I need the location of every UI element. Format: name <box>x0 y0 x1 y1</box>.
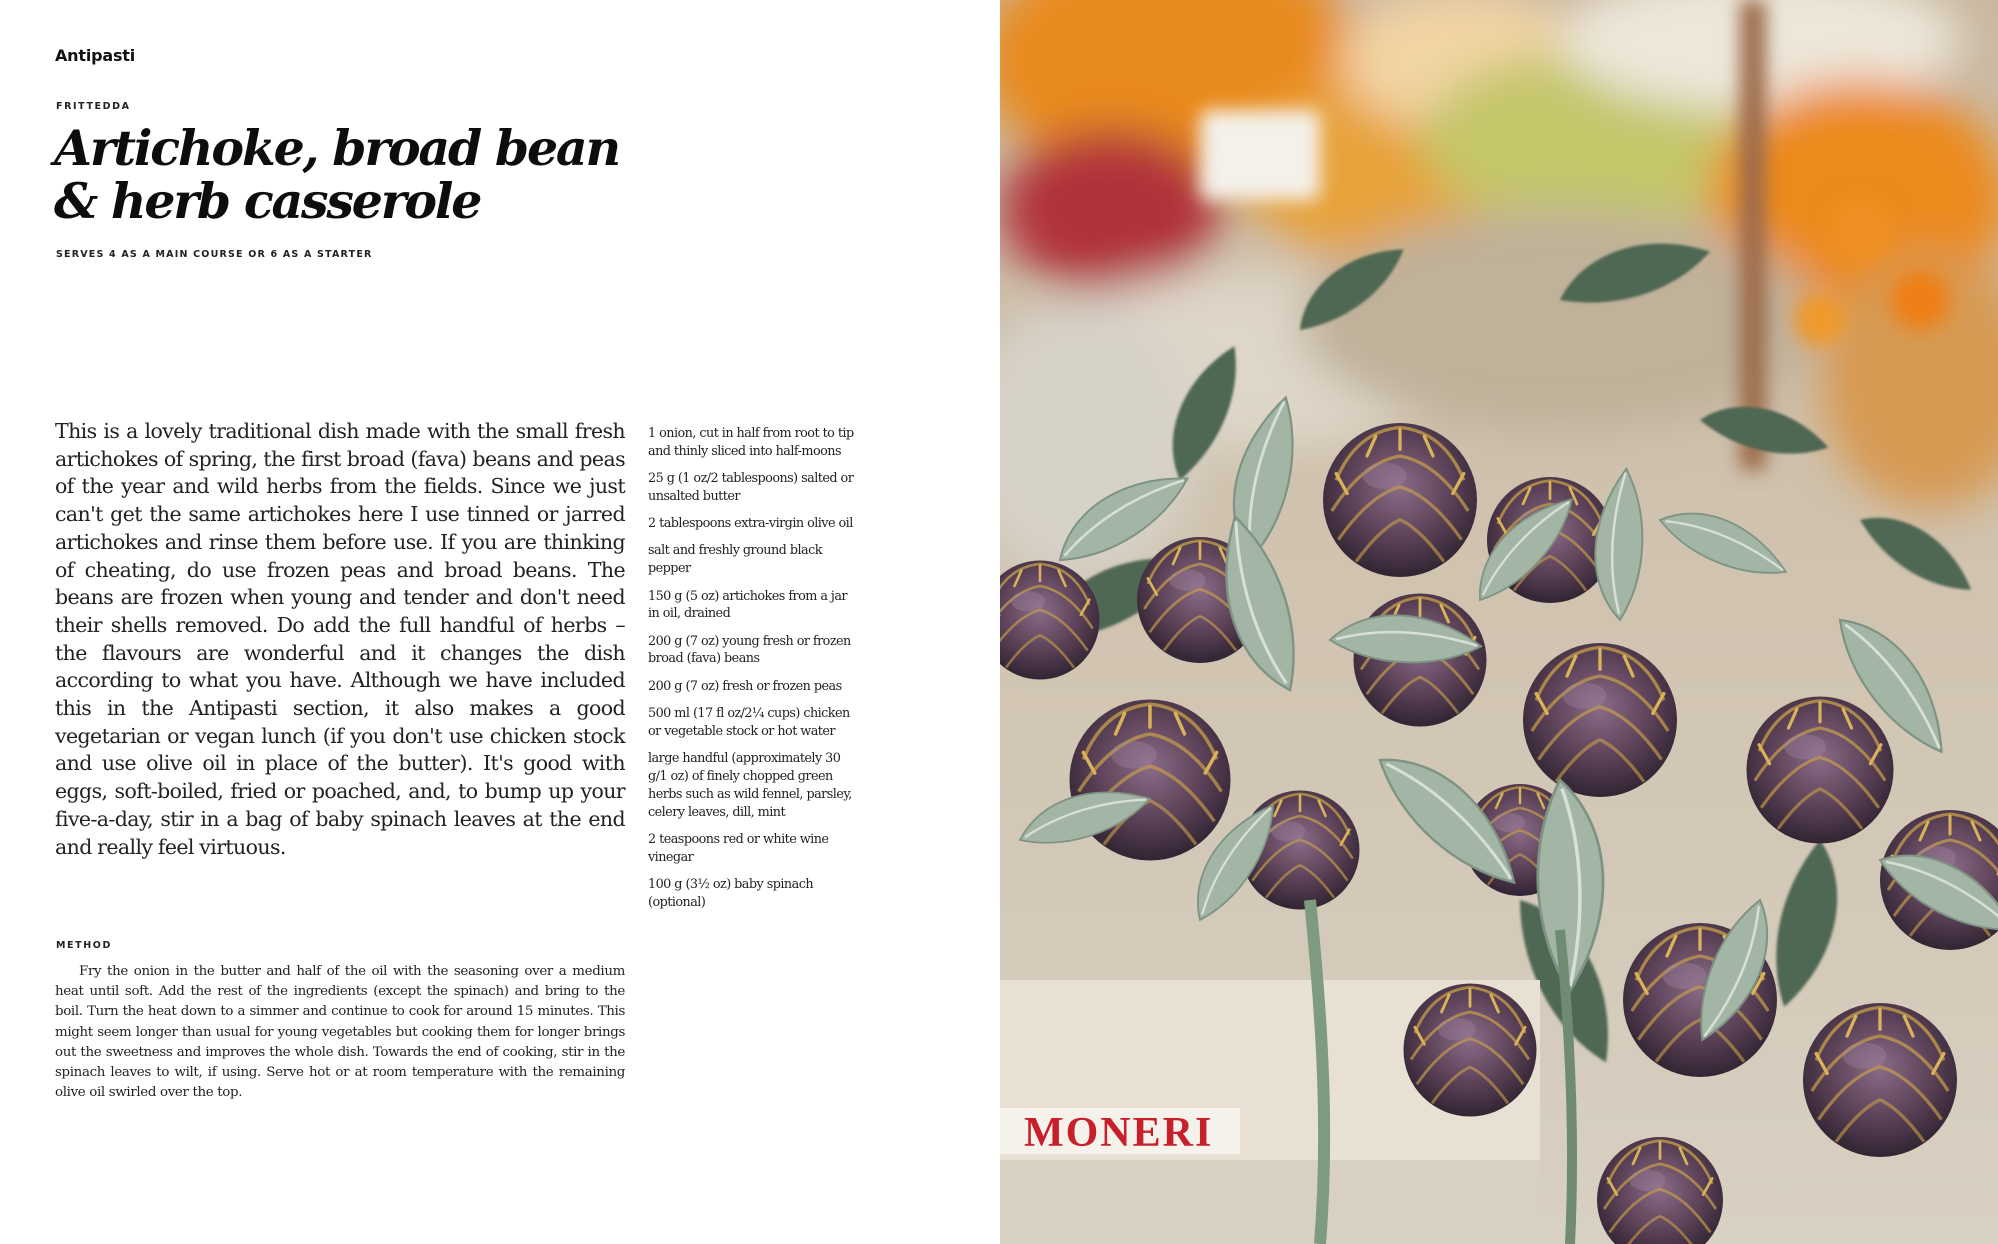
ingredient-item: salt and freshly ground black pepper <box>648 543 822 577</box>
ingredient-item: 100 g (3½ oz) baby spinach (optional) <box>648 876 814 910</box>
recipe-title-line-2: & herb casserole <box>54 172 481 230</box>
ingredient-item: 200 g (7 oz) fresh or frozen peas <box>648 678 842 694</box>
ingredient-item: 2 tablespoons extra-virgin olive oil <box>648 516 853 532</box>
recipe-title-line-1: Artichoke, broad bean <box>54 119 619 177</box>
artichoke-photo <box>1000 0 1998 1244</box>
ingredient-item: 150 g (5 oz) artichokes from a jar in oil, drained <box>648 588 847 622</box>
recipe-title <box>54 119 674 230</box>
ingredient-item: 1 onion, cut in half from root to tip and thinly sliced into half-moons <box>648 426 854 459</box>
ingredient-list <box>648 425 858 921</box>
ingredient-item: 200 g (7 oz) young fresh or frozen broad (fava) beans <box>648 633 851 667</box>
method-paragraph: Fry the onion in the butter and half of the oil with the seasoning over a medium heat until soft. Add the rest of the ingredients (except the spinach) and bring to the boil. Turn the heat down to a simmer and continue to cook for around 15 minutes. This might seem longer than usual for young vegetables but cooking them for longer brings out the sweetness and improves the whole dish. Towards the end of cooking, stir in the spinach leaves to wilt, if using. Serve hot or at room temperature with the remaining olive oil swirled over the top. <box>55 964 625 1101</box>
crate-sign-text: MONERI <box>1024 1110 1214 1156</box>
ingredient-item: large handful (approximately 30 g/1 oz) of finely chopped green herbs such as wild fennel, parsley, celery leaves, dill, mint <box>648 751 852 820</box>
serves-label: SERVES 4 AS A MAIN COURSE OR 6 AS A STARTER <box>56 249 373 260</box>
ingredient-item: 2 teaspoons red or white wine vinegar <box>648 831 829 865</box>
recipe-kicker: FRITTEDDA <box>56 101 131 112</box>
intro-paragraph: This is a lovely traditional dish made with the small fresh artichokes of spring, the first broad (fava) beans and peas of the year and wild herbs from the fields. Since we just can't get the same artichokes here I use tinned or jarred artichokes and rinse them before use. If you are thinking of cheating, do use frozen peas and broad beans. The beans are frozen when young and tender and don't need their shells removed. Do add the full handful of herbs – the flavours are wonderful and it changes the dish according to what you have. Although we have included this in the Antipasti section, it also makes a good vegetarian or vegan lunch (if you don't use chicken stock and use olive oil in place of the butter). It's good with eggs, soft-boiled, fried or poached, and, to bump up your five-a-day, stir in a bag of baby spinach leaves at the end and really feel virtuous. <box>55 419 625 859</box>
ingredient-item: 25 g (1 oz/2 tablespoons) salted or unsalted butter <box>648 471 854 504</box>
ingredient-item: 500 ml (17 fl oz/2¼ cups) chicken or vegetable stock or hot water <box>648 706 850 739</box>
section-label: Antipasti <box>55 46 136 65</box>
method-label: METHOD <box>56 940 112 951</box>
